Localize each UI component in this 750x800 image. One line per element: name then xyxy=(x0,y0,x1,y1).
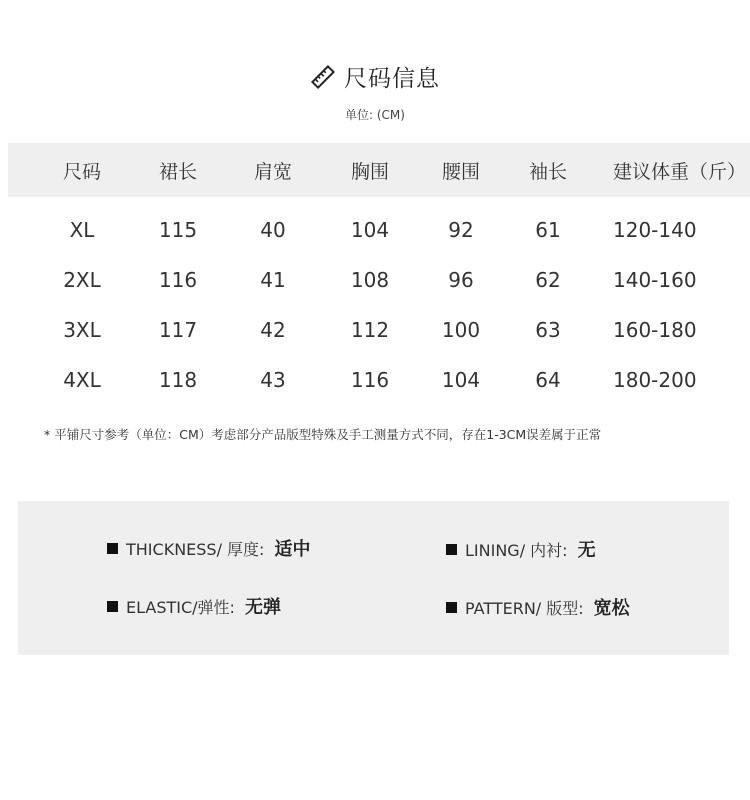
table-body xyxy=(8,197,750,405)
title-text: 尺码信息 xyxy=(344,66,440,92)
black-square-icon xyxy=(446,544,457,555)
property-label: THICKNESS/ 厚度: xyxy=(126,539,265,559)
table-cell: 4XL xyxy=(63,368,101,392)
property-value: 适中 xyxy=(274,539,311,560)
table-cell: 118 xyxy=(158,368,198,392)
table-cell: 41 xyxy=(260,268,286,292)
table-cell: 61 xyxy=(535,218,561,242)
property-value: 宽松 xyxy=(593,598,630,619)
table-cell: 180-200 xyxy=(613,368,697,392)
table-cell: 92 xyxy=(448,218,474,242)
table-cell: 100 xyxy=(441,318,481,342)
table-cell: 115 xyxy=(158,218,198,242)
black-square-icon xyxy=(107,601,118,612)
fabric-properties-panel xyxy=(18,501,729,655)
property-label: LINING/ 内衬: xyxy=(465,540,568,560)
table-cell: 62 xyxy=(535,268,561,292)
table-cell: 40 xyxy=(260,218,286,242)
table-cell: 43 xyxy=(260,368,286,392)
header-weight: 建议体重（斤） xyxy=(613,160,747,183)
property-label: ELASTIC/弹性: xyxy=(126,597,235,617)
table-cell: 116 xyxy=(158,268,198,292)
table-row xyxy=(8,255,750,305)
ruler-icon xyxy=(310,64,336,90)
property-elastic xyxy=(107,593,281,619)
black-square-icon xyxy=(107,543,118,554)
property-value: 无弹 xyxy=(244,597,281,618)
table-cell: 140-160 xyxy=(613,268,697,292)
table-cell: 120-140 xyxy=(613,218,697,242)
table-cell: 117 xyxy=(158,318,198,342)
measurement-note: * 平铺尺寸参考（单位：CM）考虑部分产品版型特殊及手工测量方式不同，存在1-3CM误差属于正常 xyxy=(44,427,602,442)
table-header xyxy=(8,143,750,197)
table-cell: 116 xyxy=(350,368,390,392)
table-row xyxy=(8,205,750,255)
header-skirt-length: 裙长 xyxy=(158,160,197,183)
header-waist: 腰围 xyxy=(441,160,480,183)
table-cell: 160-180 xyxy=(613,318,697,342)
table-cell: 3XL xyxy=(63,318,101,342)
table-cell: 2XL xyxy=(63,268,101,292)
header-bust: 胸围 xyxy=(350,160,389,183)
header-shoulder: 肩宽 xyxy=(253,160,292,183)
table-cell: 104 xyxy=(441,368,481,392)
property-value: 无 xyxy=(577,540,596,561)
table-row xyxy=(8,305,750,355)
table-cell: 63 xyxy=(535,318,561,342)
table-cell: 96 xyxy=(448,268,474,292)
table-cell: XL xyxy=(69,218,95,242)
property-label: PATTERN/ 版型: xyxy=(465,598,584,618)
table-cell: 104 xyxy=(350,218,390,242)
black-square-icon xyxy=(446,602,457,613)
size-table xyxy=(8,143,750,405)
table-cell: 42 xyxy=(260,318,286,342)
header-sleeve: 袖长 xyxy=(528,160,567,183)
table-cell: 64 xyxy=(535,368,561,392)
header-size: 尺码 xyxy=(62,160,101,183)
unit-label: 单位: (CM) xyxy=(345,108,405,122)
table-row xyxy=(8,355,750,405)
property-lining xyxy=(446,536,596,562)
section-title xyxy=(0,60,750,93)
property-thickness xyxy=(107,535,310,561)
property-pattern xyxy=(446,594,630,620)
table-cell: 108 xyxy=(350,268,390,292)
table-cell: 112 xyxy=(350,318,390,342)
